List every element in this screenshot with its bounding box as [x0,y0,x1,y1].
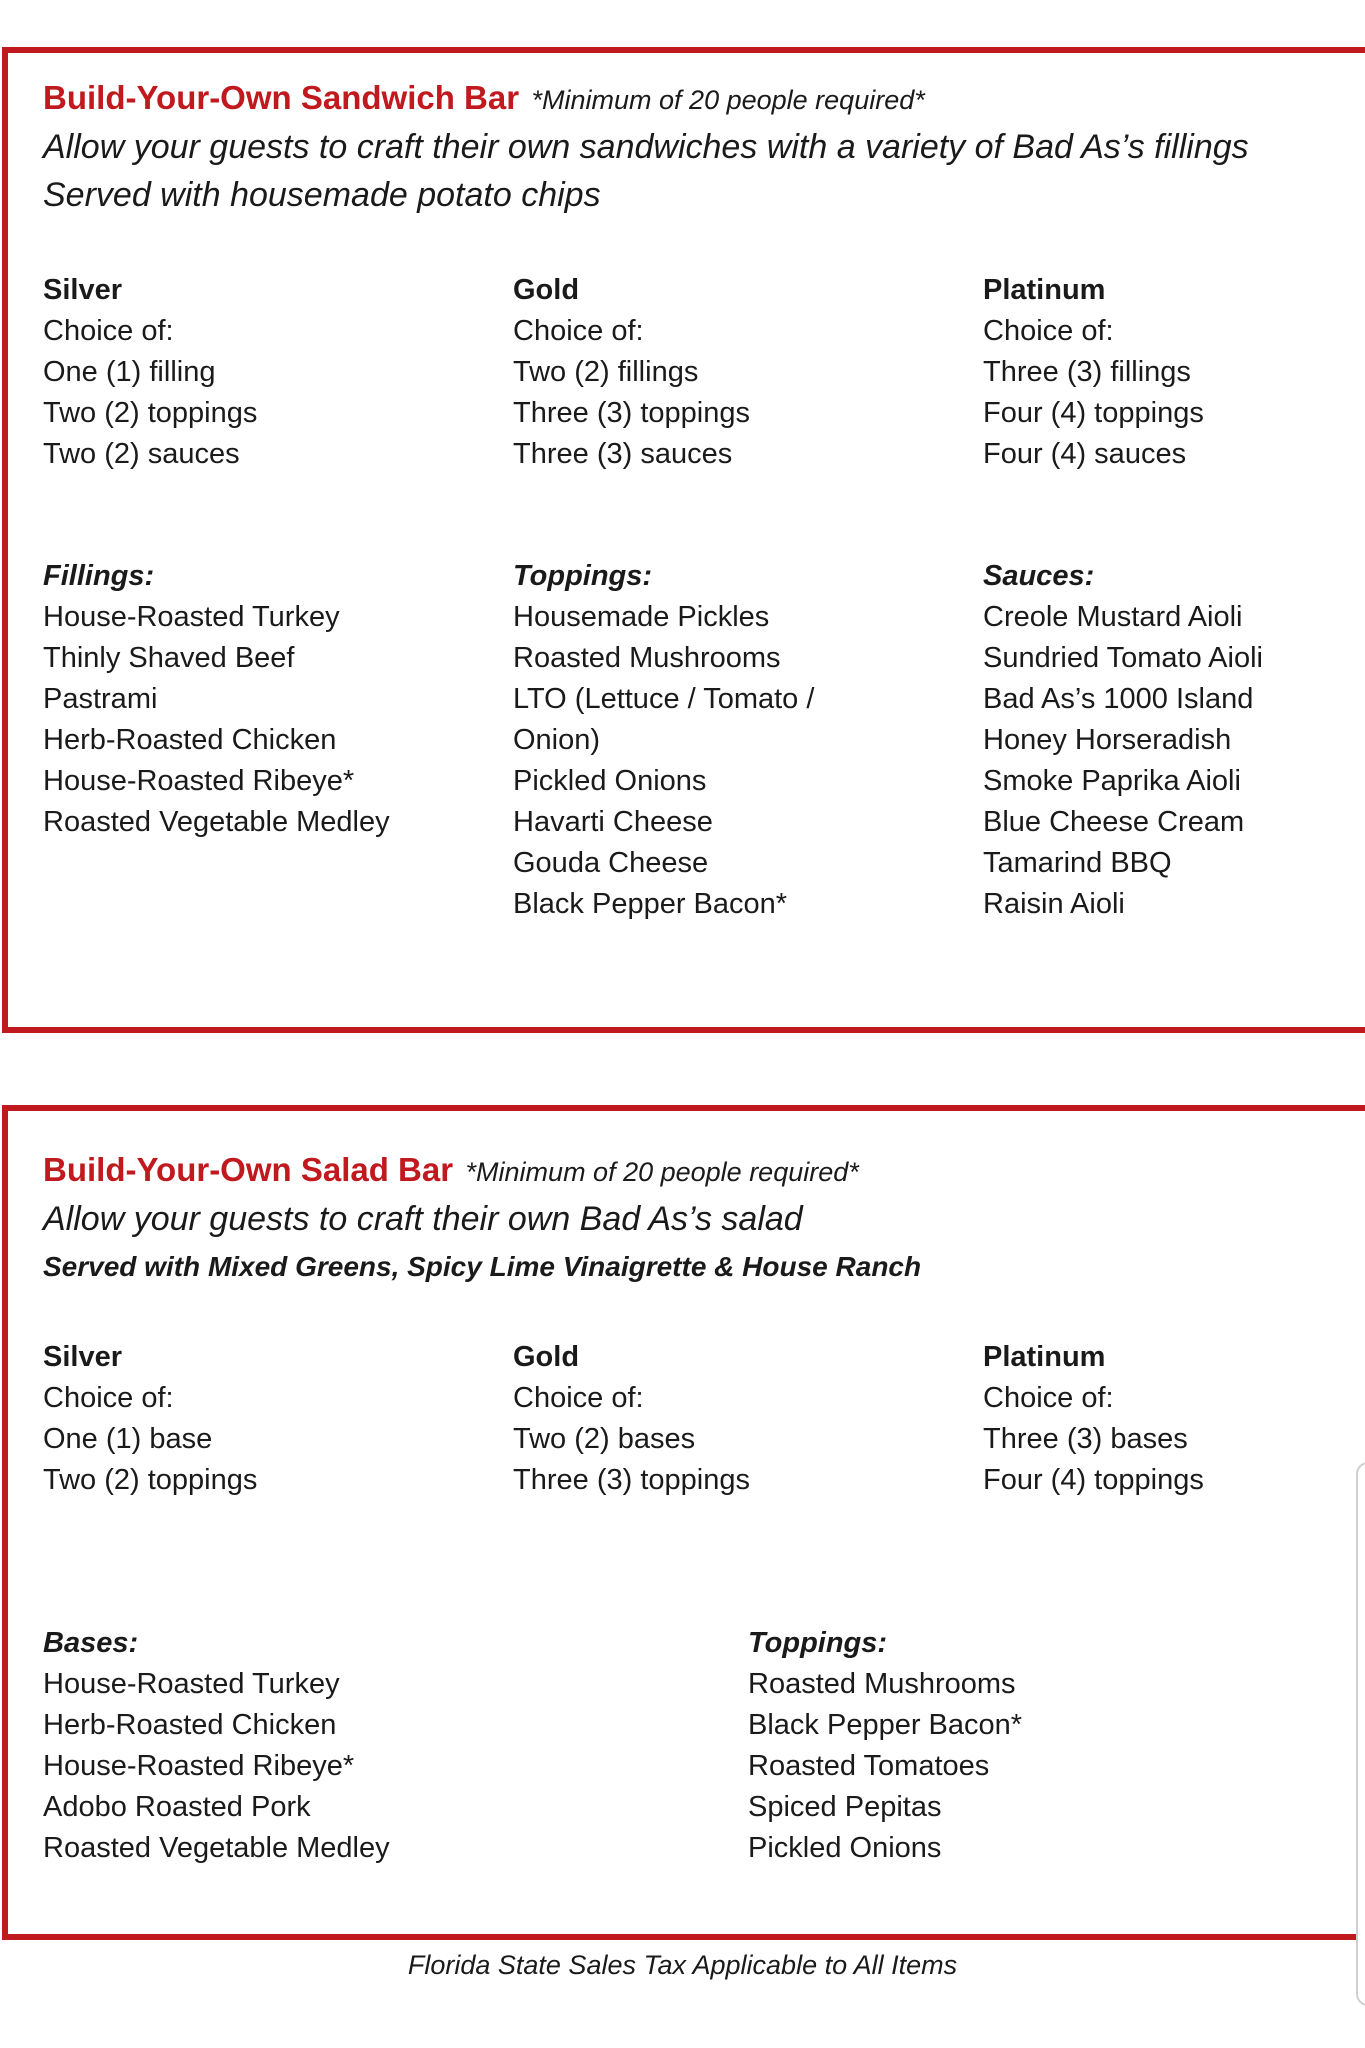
list-item: Housemade Pickles [513,601,770,633]
sandwich-tagline: Allow your guests to craft their own sandwiches with a variety of Bad As’s fillings [43,128,1249,166]
tier-line: Four (4) toppings [983,397,1204,429]
list-item: Pickled Onions [513,765,707,797]
tier-line: Two (2) toppings [43,1464,258,1496]
tier-line: Choice of: [43,1382,174,1414]
salad-toppings-list [748,1623,1022,1869]
tier-name: Silver [43,274,122,306]
tier-line: One (1) filling [43,356,216,388]
tier-line: Choice of: [983,1382,1114,1414]
list-item: Herb-Roasted Chicken [43,724,337,756]
salad-tier-silver [43,1337,257,1501]
list-item: House-Roasted Turkey [43,1668,340,1700]
sales-tax-footer: Florida State Sales Tax Applicable to All Items [407,1950,958,1980]
sandwich-tier-silver [43,270,257,475]
list-item: Roasted Vegetable Medley [43,1832,390,1864]
tier-line: Two (2) sauces [43,438,240,470]
salad-title-row [43,1151,859,1189]
tier-line: Choice of: [983,315,1114,347]
list-item: Gouda Cheese [513,847,709,879]
list-item: Honey Horseradish [983,724,1232,756]
list-item: Blue Cheese Cream [983,806,1245,838]
tier-line: Two (2) fillings [513,356,699,388]
sandwich-tier-gold [513,270,750,475]
tier-line: Three (3) fillings [983,356,1191,388]
list-item: House-Roasted Ribeye* [43,1750,355,1782]
tier-name: Silver [43,1341,122,1373]
toppings-heading: Toppings: [513,560,653,592]
salad-tagline: Allow your guests to craft their own Bad As’s salad [43,1200,803,1238]
list-item: Pickled Onions [748,1832,942,1864]
sauces-heading: Sauces: [983,560,1095,592]
bases-heading: Bases: [43,1627,139,1659]
list-item: Sundried Tomato Aioli [983,642,1263,674]
tier-line: Two (2) toppings [43,397,258,429]
list-item: Tamarind BBQ [983,847,1172,879]
tier-line: Two (2) bases [513,1423,696,1455]
tier-line: Choice of: [513,1382,644,1414]
tier-line: One (1) base [43,1423,213,1455]
list-item: Roasted Tomatoes [748,1750,990,1782]
list-item: Smoke Paprika Aioli [983,765,1241,797]
tier-name: Gold [513,1341,580,1373]
list-item: Bad As’s 1000 Island [983,683,1254,715]
list-item: Thinly Shaved Beef [43,642,295,674]
sandwich-tier-platinum [983,270,1204,475]
list-item: Roasted Vegetable Medley [43,806,390,838]
sandwich-fillings-list [43,556,390,843]
tier-line: Choice of: [43,315,174,347]
tier-name: Gold [513,274,580,306]
list-item: Havarti Cheese [513,806,713,838]
salad-tier-gold [513,1337,750,1501]
tier-line: Three (3) sauces [513,438,733,470]
list-item: Spiced Pepitas [748,1791,942,1823]
sandwich-bar-section [2,47,1365,1033]
salad-minimum-note: *Minimum of 20 people required* [465,1157,859,1187]
list-item: Herb-Roasted Chicken [43,1709,337,1741]
salad-bases-list [43,1623,390,1869]
list-item: Creole Mustard Aioli [983,601,1243,633]
fillings-heading: Fillings: [43,560,155,592]
sandwich-served-with: Served with housemade potato chips [43,176,601,214]
sandwich-title-row [43,79,925,117]
tier-line: Three (3) toppings [513,1464,750,1496]
tier-line: Four (4) toppings [983,1464,1204,1496]
toppings-heading: Toppings: [748,1627,888,1659]
salad-bar-section [2,1105,1365,1940]
tier-line: Choice of: [513,315,644,347]
sandwich-sauces-list [983,556,1263,925]
list-item: Black Pepper Bacon* [748,1709,1023,1741]
salad-title: Build-Your-Own Salad Bar [43,1151,454,1188]
salad-tier-platinum [983,1337,1204,1501]
list-item: House-Roasted Turkey [43,601,340,633]
list-item: Roasted Mushrooms [748,1668,1016,1700]
list-item: LTO (Lettuce / Tomato / [513,683,815,715]
list-item: Roasted Mushrooms [513,642,781,674]
tier-line: Three (3) toppings [513,397,750,429]
list-item: Raisin Aioli [983,888,1125,920]
tier-line: Four (4) sauces [983,438,1187,470]
list-item: House-Roasted Ribeye* [43,765,355,797]
list-item: Black Pepper Bacon* [513,888,788,920]
sandwich-toppings-list [513,556,814,925]
list-item: Pastrami [43,683,158,715]
salad-served-with: Served with Mixed Greens, Spicy Lime Vinaigrette & House Ranch [43,1251,922,1282]
tier-line: Three (3) bases [983,1423,1188,1455]
tier-name: Platinum [983,274,1106,306]
tier-name: Platinum [983,1341,1106,1373]
list-item: Onion) [513,724,601,756]
sandwich-minimum-note: *Minimum of 20 people required* [531,85,925,115]
list-item: Adobo Roasted Pork [43,1791,311,1823]
scrollbar-handle[interactable] [1356,1462,1365,2006]
sandwich-title: Build-Your-Own Sandwich Bar [43,79,520,116]
